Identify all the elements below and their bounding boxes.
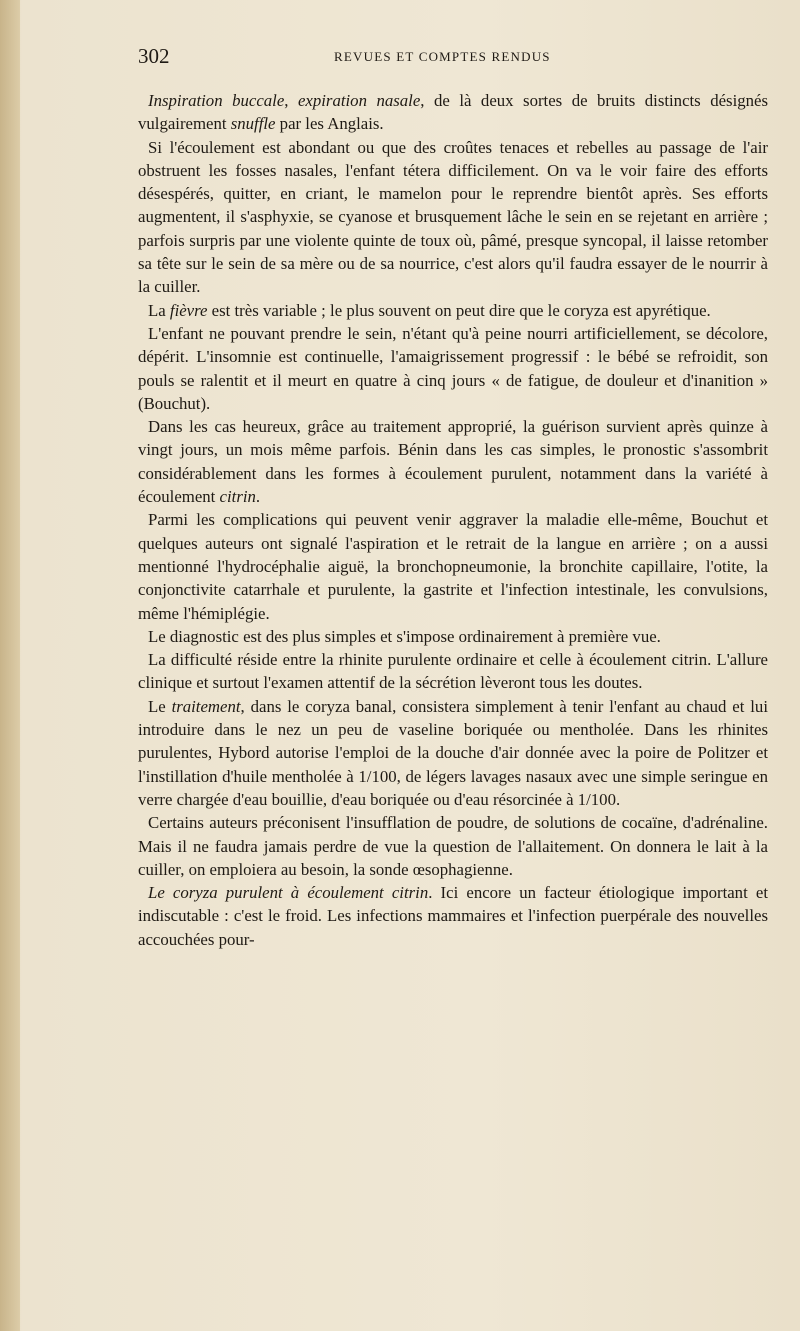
page-header xyxy=(138,44,768,74)
paragraph-9 xyxy=(138,695,768,811)
paragraph-4: L'enfant ne pouvant prendre le sein, n'étant qu'à peine nourri artificiellement, se décolore, dépérit. L'insomnie est continuelle, l'amaigrissement progressif : le bébé se refroidit, son pouls se ralentit et il meurt en quatre à cinq jours « de fatigue, de douleur et d'inanition » (Bouchut). xyxy=(138,323,768,413)
paragraph-11 xyxy=(138,881,768,951)
text-run: . xyxy=(255,487,261,507)
text-run: , dans le coryza banal, consistera simplement à tenir l'enfant au chaud et lui introduire dans le nez un peu de vaseline boriquée ou mentholée. Dans les rhinites purulentes, Hybord autorise l'emploi de la douche d'air donnée avec la poire de Politzer et l'instillation d'huile mentholée à 1/100, de légers lavages nasaux avec une simple seringue en verre chargée d'eau bouillie, d'eau boriquée ou d'eau résorcinée à 1/100. xyxy=(138,696,768,809)
italic-term: traitement xyxy=(171,696,241,716)
page-number: 302 xyxy=(138,44,170,68)
text-run: , de là deux sortes de bruits distincts désignés vulgairement xyxy=(138,91,768,134)
paragraph-2: Si l'écoulement est abondant ou que des croûtes tenaces et rebelles au passage de l'air obstruent les fosses nasales, l'enfant tétera difficilement. On va le voir faire des efforts désespérés, quitter, en criant, le mamelon pour le reprendre bientôt après. Ses efforts augmentent, il s'asphyxie, se cyanose et brusquement lâche le sein en se rejetant en arrière ; parfois surpris par une violente quinte de toux où, pâmé, presque syncopal, il laisse retomber sa tête sur le sein de sa mère ou de sa nourrice, c'est alors qu'il faudra essayer de le nourrir à la cuiller. xyxy=(138,137,768,297)
text-run: La xyxy=(148,300,170,320)
paragraph-7: Le diagnostic est des plus simples et s'impose ordinairement à première vue. xyxy=(148,626,661,646)
italic-term: Inspiration buccale xyxy=(148,91,285,110)
text-run: , xyxy=(284,91,298,110)
italic-term: citrin xyxy=(219,487,256,507)
italic-term: expiration nasale xyxy=(297,91,421,110)
paragraph-6: Parmi les complications qui peuvent venir aggraver la maladie elle-même, Bouchut et quelques auteurs ont signalé l'aspiration et le retrait de la langue en arrière ; on a aussi mentionné l'hydrocéphalie aiguë, la bronchopneumonie, la bronchite capillaire, l'otite, la conjonctivite catarrhale et purulente, la gastrite et l'infection intestinale, les convulsions, même l'hémiplégie. xyxy=(138,510,768,623)
paragraph-1 xyxy=(138,89,768,136)
italic-term: fièvre xyxy=(169,300,208,320)
paragraph-10: Certains auteurs préconisent l'insufflation de poudre, de solutions de cocaïne, d'adrénaline. Mais il ne faudra jamais perdre de vue la question de l'allaitement. On donnera le lait à la cuiller, on emploiera au besoin, la sonde œsophagienne. xyxy=(138,813,768,879)
paragraph-5 xyxy=(138,415,768,508)
text-run: Le xyxy=(148,696,172,716)
paragraph-3 xyxy=(138,299,768,322)
text-run: est très variable ; le plus souvent on peut dire que le coryza est apyrétique. xyxy=(207,300,711,320)
page-gutter-shadow xyxy=(0,0,20,1331)
italic-term: snuffle xyxy=(230,114,276,134)
text-run: par les Anglais. xyxy=(275,114,384,134)
text-run: Dans les cas heureux, grâce au traitement approprié, la guérison survient après quinze à vingt jours, un mois même parfois. Bénin dans les cas simples, le pronostic s'assombrit considérablement dans les formes à écoulement purulent, notamment dans la variété à écoulement xyxy=(138,417,768,507)
paragraph-8: La difficulté réside entre la rhinite purulente ordinaire et celle à écoulement citrin. L'allure clinique et surtout l'examen attentif de la sécrétion lèveront tous les doutes. xyxy=(138,650,768,693)
body-text xyxy=(138,89,768,951)
text-run: . Ici encore un facteur étiologique important et indiscutable : c'est le froid. Les infections mammaires et l'infection puerpérale des nouvelles accouchées pour- xyxy=(138,883,768,949)
running-title: REVUES ET COMPTES RENDUS xyxy=(334,49,551,64)
italic-term: Le coryza purulent à écoulement citrin xyxy=(148,883,429,903)
